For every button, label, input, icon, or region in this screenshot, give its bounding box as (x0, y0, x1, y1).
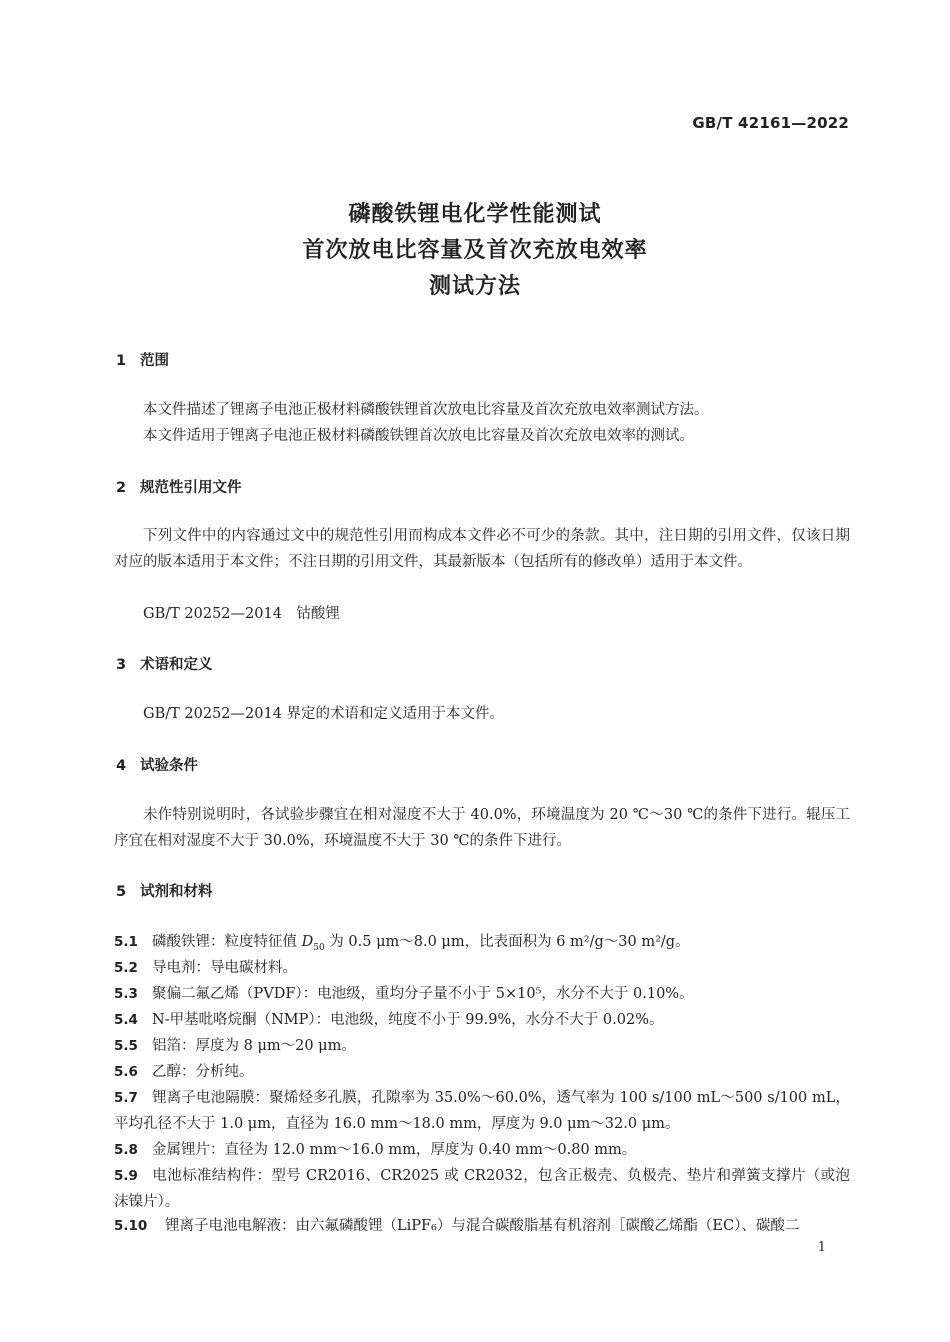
clause-number: 5.7 (114, 1090, 138, 1106)
clause-5-9 (114, 1163, 850, 1215)
section-number: 3 (116, 657, 127, 673)
clause-number: 5.6 (114, 1064, 138, 1080)
section-2-paragraph-1: 下列文件中的内容通过文中的规范性引用而构成本文件必不可少的条款。其中，注日期的引用文件，仅该日期对应的版本适用于本文件；不注日期的引用文件，其最新版本（包括所有的修改单）适用于本文件。 (114, 528, 850, 570)
clause-text: 金属锂片：直径为 12.0 mm～16.0 mm，厚度为 0.40 mm～0.80 mm。 (152, 1142, 637, 1158)
clause-5-4 (114, 1007, 850, 1033)
section-title: 规范性引用文件 (140, 480, 242, 496)
clause-text-start: 磷酸铁锂：粒度特征值 (152, 934, 302, 950)
section-number: 4 (116, 758, 127, 774)
clause-number: 5.8 (114, 1142, 138, 1158)
normative-reference: GB/T 20252—2014 钴酸锂 (143, 606, 340, 622)
clause-text: 铝箔：厚度为 8 μm～20 μm。 (152, 1038, 356, 1054)
clause-5-7 (114, 1085, 850, 1137)
clause-number: 5.2 (114, 960, 138, 976)
section-4-paragraph-1: 未作特别说明时，各试验步骤宜在相对湿度不大于 40.0%，环境温度为 20 ℃～30 ℃的条件下进行。辊压工序宜在相对湿度不大于 30.0%，环境温度不大于 30 ℃的条件下进行。 (114, 807, 850, 849)
section-title: 试剂和材料 (140, 884, 213, 900)
subscript-50: 50 (313, 942, 325, 953)
section-3-heading (116, 653, 213, 674)
section-1-paragraph-2: 本文件适用于锂离子电池正极材料磷酸铁锂首次放电比容量及首次充放电效率的测试。 (143, 428, 694, 444)
clause-number: 5.5 (114, 1038, 138, 1054)
section-number: 5 (116, 884, 127, 900)
section-number: 2 (116, 480, 127, 496)
section-4-heading (116, 754, 198, 775)
clause-text-end: 为 0.5 μm～8.0 μm，比表面积为 6 m²/g～30 m²/g。 (324, 934, 690, 950)
clause-text: 锂离子电池隔膜：聚烯烃多孔膜，孔隙率为 35.0%～60.0%，透气率为 100 s/100 mL～500 s/100 mL，平均孔径不大于 1.0 μm，直径为 16.0 mm～18.0 mm，厚度为 9.0 μm～32.0 μm。 (114, 1090, 850, 1132)
title-line-1: 磷酸铁锂电化学性能测试 (348, 202, 602, 227)
clause-text: 乙醇：分析纯。 (152, 1064, 254, 1080)
clause-5-3 (114, 981, 850, 1007)
section-3-paragraph-1: GB/T 20252—2014 界定的术语和定义适用于本文件。 (143, 706, 505, 722)
clause-text: 聚偏二氟乙烯（PVDF）：电池级，重均分子量不小于 5×10⁵，水分不大于 0.10%。 (152, 986, 694, 1002)
standard-number: GB/T 42161—2022 (692, 114, 849, 132)
clause-5-10 (114, 1213, 850, 1239)
section-5-heading (116, 880, 213, 901)
clause-text: 电池标准结构件：型号 CR2016、CR2025 或 CR2032，包含正极壳、负极壳、垫片和弹簧支撑片（或泡沫镍片）。 (114, 1168, 850, 1210)
clause-number: 5.4 (114, 1012, 138, 1028)
symbol-d: D (301, 934, 314, 950)
clause-text: N-甲基吡咯烷酮（NMP）：电池级，纯度不小于 99.9%，水分不大于 0.02%。 (152, 1012, 664, 1028)
clause-5-5 (114, 1033, 850, 1059)
title-line-2: 首次放电比容量及首次充放电效率 (302, 238, 648, 263)
clause-number: 5.3 (114, 986, 138, 1002)
title-line-3: 测试方法 (428, 274, 521, 299)
clause-number: 5.9 (114, 1168, 138, 1184)
section-1-paragraph-1: 本文件描述了锂离子电池正极材料磷酸铁锂首次放电比容量及首次充放电效率测试方法。 (143, 402, 709, 418)
section-2-heading (116, 476, 242, 497)
clause-text: 锂离子电池电解液：由六氟磷酸锂（LiPF₆）与混合碳酸脂基有机溶剂［碳酸乙烯酯（EC）、碳酸二 (165, 1218, 800, 1234)
section-number: 1 (116, 353, 127, 369)
section-1-heading (116, 349, 169, 370)
page-number: 1 (817, 1240, 826, 1255)
clause-5-6 (114, 1059, 850, 1085)
section-title: 范围 (140, 353, 169, 369)
clause-5-8 (114, 1137, 850, 1163)
clause-number: 5.10 (114, 1218, 148, 1234)
section-title: 试验条件 (140, 758, 198, 774)
clause-5-2 (114, 955, 850, 981)
clause-number: 5.1 (114, 934, 138, 950)
section-title: 术语和定义 (140, 657, 213, 673)
clause-text: 导电剂：导电碳材料。 (152, 960, 297, 976)
